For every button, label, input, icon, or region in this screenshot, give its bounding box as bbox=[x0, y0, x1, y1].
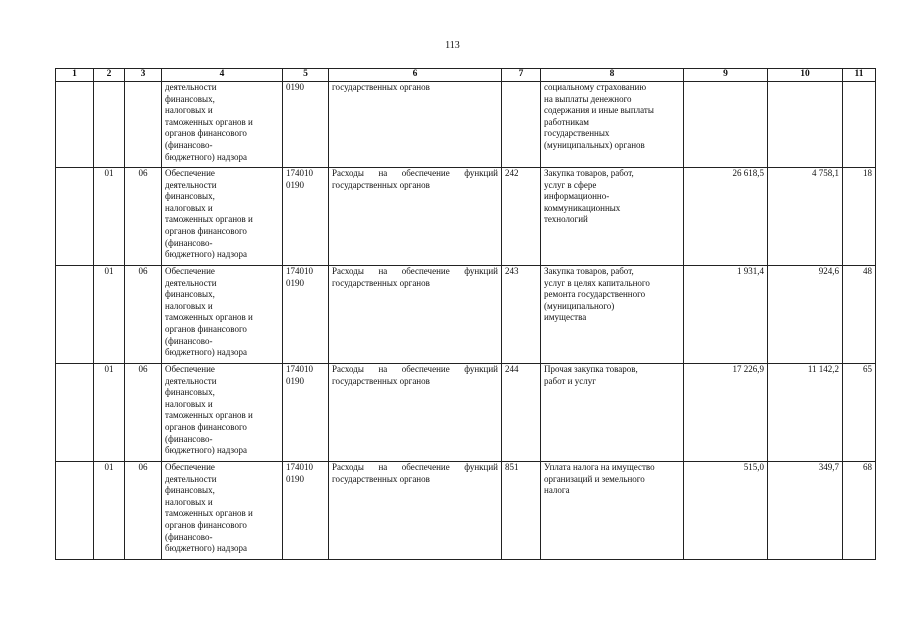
cell-subsection-name: Обеспечение деятельности финансовых, налоговых и таможенных органов и органов финансового (финансово- бюджетного) надзора bbox=[162, 266, 283, 364]
column-header: 8 bbox=[541, 69, 684, 82]
cell-expense-name: Уплата налога на имущество организаций и земельного налога bbox=[541, 462, 684, 560]
cell-col1 bbox=[56, 364, 94, 462]
column-header: 5 bbox=[283, 69, 329, 82]
table-header bbox=[56, 69, 876, 82]
header-row bbox=[56, 69, 876, 82]
cell-col1 bbox=[56, 462, 94, 560]
cell-expense-code: 851 bbox=[502, 462, 541, 560]
cell-section: 01 bbox=[94, 266, 125, 364]
cell-value-9: 17 226,9 bbox=[684, 364, 768, 462]
cell-subsection-name: Обеспечение деятельности финансовых, налоговых и таможенных органов и органов финансового (финансово- бюджетного) надзора bbox=[162, 364, 283, 462]
cell-subsection: 06 bbox=[125, 266, 162, 364]
table-row bbox=[56, 364, 876, 462]
cell-target-name: государственных органов bbox=[329, 82, 502, 168]
cell-value-11: 18 bbox=[843, 168, 876, 266]
cell-target-code: 174010 0190 bbox=[283, 364, 329, 462]
cell-value-10: 11 142,2 bbox=[768, 364, 843, 462]
cell-value-10: 4 758,1 bbox=[768, 168, 843, 266]
cell-expense-name: Закупка товаров, работ, услуг в целях капитального ремонта государственного (муниципального) имущества bbox=[541, 266, 684, 364]
cell-section bbox=[94, 82, 125, 168]
cell-expense-name: Закупка товаров, работ, услуг в сфере информационно- коммуникационных технологий bbox=[541, 168, 684, 266]
column-header: 1 bbox=[56, 69, 94, 82]
cell-subsection: 06 bbox=[125, 462, 162, 560]
table-row bbox=[56, 82, 876, 168]
table-row bbox=[56, 266, 876, 364]
column-header: 2 bbox=[94, 69, 125, 82]
cell-col1 bbox=[56, 266, 94, 364]
cell-expense-name: Прочая закупка товаров, работ и услуг bbox=[541, 364, 684, 462]
cell-value-11: 48 bbox=[843, 266, 876, 364]
cell-section: 01 bbox=[94, 462, 125, 560]
cell-target-name: Расходы на обеспечение функций государственных органов bbox=[329, 266, 502, 364]
column-header: 3 bbox=[125, 69, 162, 82]
cell-subsection-name: деятельности финансовых, налоговых и таможенных органов и органов финансового (финансово- бюджетного) надзора bbox=[162, 82, 283, 168]
cell-target-code: 0190 bbox=[283, 82, 329, 168]
budget-table bbox=[55, 68, 876, 560]
cell-subsection-name: Обеспечение деятельности финансовых, налоговых и таможенных органов и органов финансового (финансово- бюджетного) надзора bbox=[162, 168, 283, 266]
cell-target-code: 174010 0190 bbox=[283, 462, 329, 560]
cell-value-9: 1 931,4 bbox=[684, 266, 768, 364]
cell-subsection: 06 bbox=[125, 168, 162, 266]
column-header: 11 bbox=[843, 69, 876, 82]
cell-value-11: 68 bbox=[843, 462, 876, 560]
cell-expense-code: 244 bbox=[502, 364, 541, 462]
table-body bbox=[56, 82, 876, 560]
cell-value-9: 515,0 bbox=[684, 462, 768, 560]
cell-value-10: 924,6 bbox=[768, 266, 843, 364]
cell-section: 01 bbox=[94, 364, 125, 462]
cell-target-name: Расходы на обеспечение функций государственных органов bbox=[329, 168, 502, 266]
cell-value-11 bbox=[843, 82, 876, 168]
table-row bbox=[56, 168, 876, 266]
cell-target-code: 174010 0190 bbox=[283, 168, 329, 266]
column-header: 10 bbox=[768, 69, 843, 82]
cell-subsection: 06 bbox=[125, 364, 162, 462]
cell-target-name: Расходы на обеспечение функций государственных органов bbox=[329, 364, 502, 462]
cell-value-9 bbox=[684, 82, 768, 168]
cell-expense-code: 243 bbox=[502, 266, 541, 364]
cell-target-name: Расходы на обеспечение функций государственных органов bbox=[329, 462, 502, 560]
page-number: 113 bbox=[445, 40, 460, 51]
column-header: 9 bbox=[684, 69, 768, 82]
cell-value-9: 26 618,5 bbox=[684, 168, 768, 266]
cell-section: 01 bbox=[94, 168, 125, 266]
cell-target-code: 174010 0190 bbox=[283, 266, 329, 364]
cell-col1 bbox=[56, 168, 94, 266]
cell-value-11: 65 bbox=[843, 364, 876, 462]
column-header: 6 bbox=[329, 69, 502, 82]
cell-subsection-name: Обеспечение деятельности финансовых, налоговых и таможенных органов и органов финансового (финансово- бюджетного) надзора bbox=[162, 462, 283, 560]
cell-value-10: 349,7 bbox=[768, 462, 843, 560]
column-header: 7 bbox=[502, 69, 541, 82]
cell-expense-code bbox=[502, 82, 541, 168]
cell-subsection bbox=[125, 82, 162, 168]
column-header: 4 bbox=[162, 69, 283, 82]
cell-expense-name: социальному страхованию на выплаты денежного содержания и иные выплаты работникам государственных (муниципальных) органов bbox=[541, 82, 684, 168]
table-row bbox=[56, 462, 876, 560]
cell-value-10 bbox=[768, 82, 843, 168]
cell-col1 bbox=[56, 82, 94, 168]
cell-expense-code: 242 bbox=[502, 168, 541, 266]
